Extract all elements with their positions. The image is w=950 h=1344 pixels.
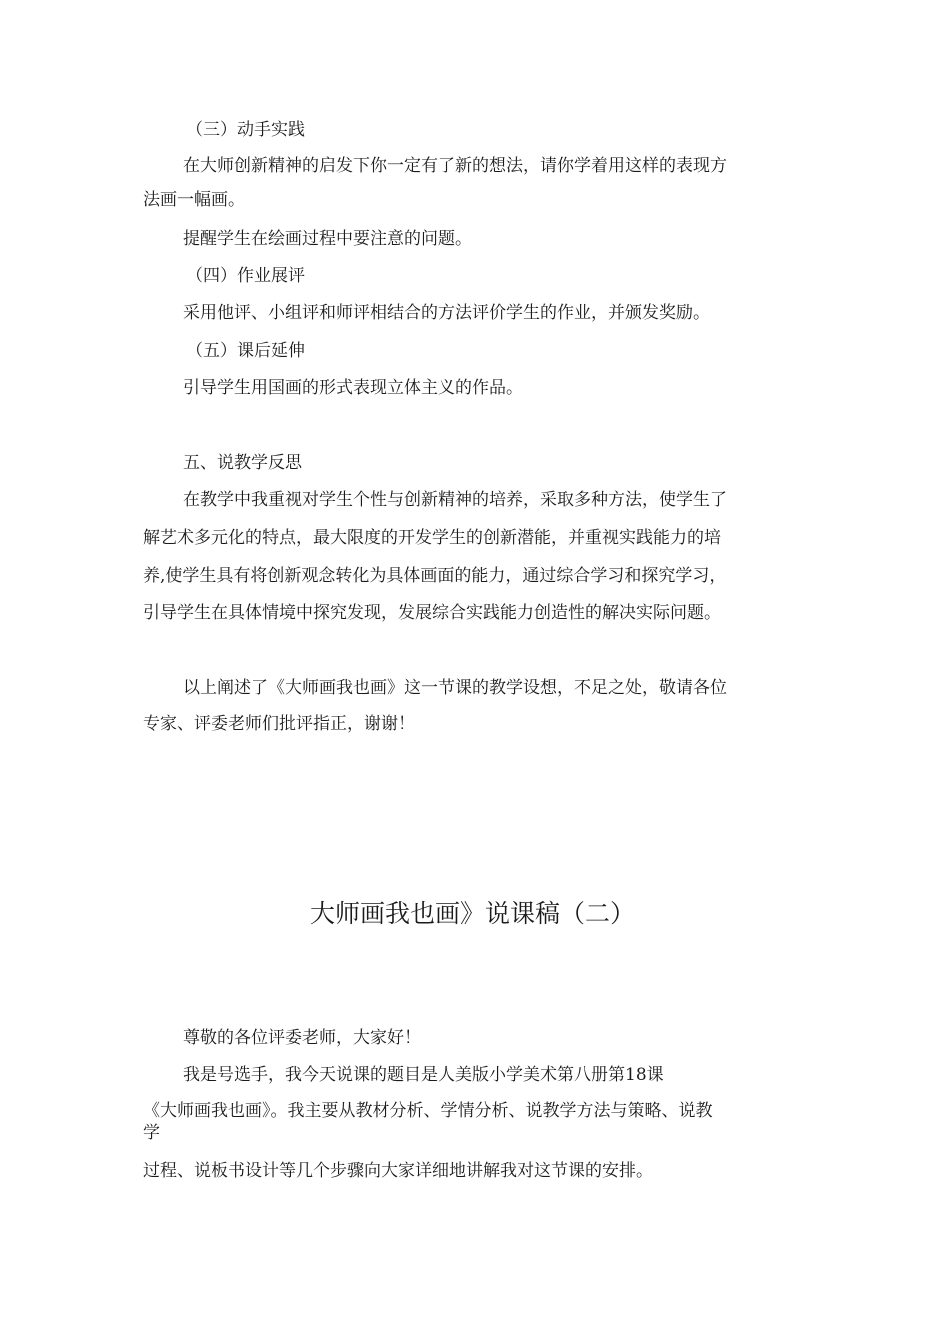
paragraph-line: 在大师创新精神的启发下你一定有了新的想法，请你学着用这样的表现方 [183, 156, 727, 176]
paragraph-line: 《大师画我也画》。我主要从教材分析、学情分析、说教学方法与策略、说教 [143, 1101, 713, 1121]
section-heading-display: （四）作业展评 [186, 266, 305, 286]
paragraph-line: 采用他评、小组评和师评相结合的方法评价学生的作业，并颁发奖励。 [183, 303, 710, 323]
document-title: 大师画我也画》说课稿（二） [310, 899, 636, 928]
paragraph-line: 解艺术多元化的特点，最大限度的开发学生的创新潜能，并重视实践能力的培 [143, 528, 721, 548]
section-heading-reflection: 五、说教学反思 [183, 453, 302, 473]
paragraph-line: 养,使学生具有将创新观念转化为具体画面的能力，通过综合学习和探究学习， [143, 566, 727, 586]
paragraph-line: 引导学生用国画的形式表现立体主义的作品。 [183, 378, 523, 398]
paragraph-line: 在教学中我重视对学生个性与创新精神的培养，采取多种方法，使学生了 [183, 490, 727, 510]
paragraph-line: 提醒学生在绘画过程中要注意的问题。 [183, 229, 472, 249]
section-heading-practice: （三）动手实践 [186, 120, 305, 140]
closing-line: 专家、评委老师们批评指正，谢谢！ [143, 714, 415, 734]
closing-line: 以上阐述了《大师画我也画》这一节课的教学设想，不足之处，敬请各位 [183, 678, 727, 698]
paragraph-line: 法画一幅画。 [143, 190, 245, 210]
paragraph-line: 引导学生在具体情境中探究发现，发展综合实践能力创造性的解决实际问题。 [143, 603, 721, 623]
greeting-line: 尊敬的各位评委老师，大家好！ [183, 1028, 421, 1048]
section-heading-extension: （五）课后延伸 [186, 341, 305, 361]
paragraph-line: 过程、说板书设计等几个步骤向大家详细地讲解我对这节课的安排。 [143, 1161, 653, 1181]
paragraph-line: 学 [143, 1123, 160, 1143]
paragraph-line: 我是号选手，我今天说课的题目是人美版小学美术第八册第18课 [183, 1065, 664, 1085]
